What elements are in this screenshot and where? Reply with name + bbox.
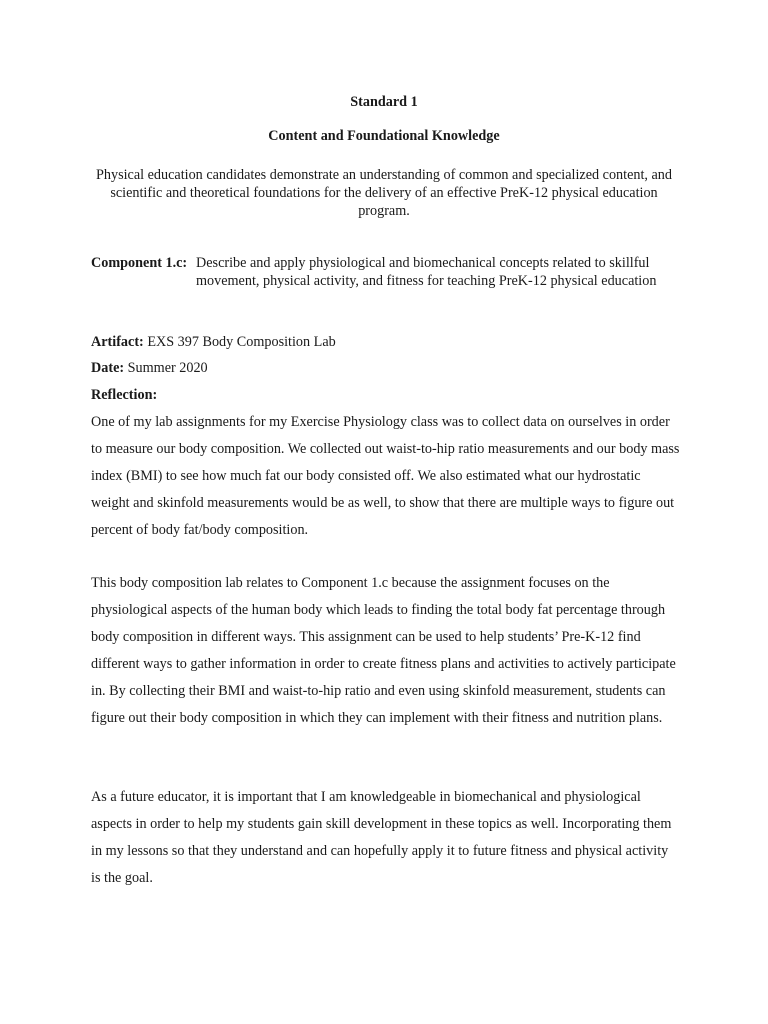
artifact-line — [91, 334, 691, 351]
artifact-label: Artifact: — [91, 334, 144, 350]
component-block — [91, 254, 691, 290]
date-value: Summer 2020 — [127, 360, 208, 376]
reflection-paragraph-3: As a future educator, it is important that I am knowledgeable in biomechanical and physiological aspects in order to help my students gain skill development in these topics as well. Incorporating them in my lessons so that they understand and can hopefully apply it to future fitness and physical activity is the goal. — [91, 789, 672, 886]
page-subtitle: Content and Foundational Knowledge — [268, 128, 500, 144]
reflection-heading: Reflection: — [91, 387, 158, 403]
page-title: Standard 1 — [350, 94, 418, 110]
standard-description: Physical education candidates demonstrate an understanding of common and specialized content, and scientific and theoretical foundations for the delivery of an effective PreK-12 physical education program. — [96, 167, 672, 219]
date-line — [91, 360, 691, 377]
date-label: Date: — [91, 360, 125, 376]
reflection-paragraph-2: This body composition lab relates to Component 1.c because the assignment focuses on the physiological aspects of the human body which leads to finding the total body fat percentage through body composition in different ways. This assignment can be used to help students’ Pre-K-12 find different ways to gather information in order to create fitness plans and activities to actively participate in. By collecting their BMI and waist-to-hip ratio and even using skinfold measurement, students can figure out their body composition in which they can implement with their fitness and nutrition plans. — [91, 575, 676, 726]
reflection-paragraph-1: One of my lab assignments for my Exercise Physiology class was to collect data on ourselves in order to measure our body composition. We collected out waist-to-hip ratio measurements and our body mass index (BMI) to see how much fat our body consisted off. We also estimated what our hydrostatic weight and skinfold measurements would be as well, to show that there are multiple ways to figure out percent of body fat/body composition. — [91, 414, 680, 538]
artifact-value: EXS 397 Body Composition Lab — [147, 334, 336, 350]
component-description: Describe and apply physiological and biomechanical concepts related to skillful movement, physical activity, and fitness for teaching PreK-12 physical education — [196, 255, 657, 289]
component-label: Component 1.c: — [91, 255, 188, 271]
